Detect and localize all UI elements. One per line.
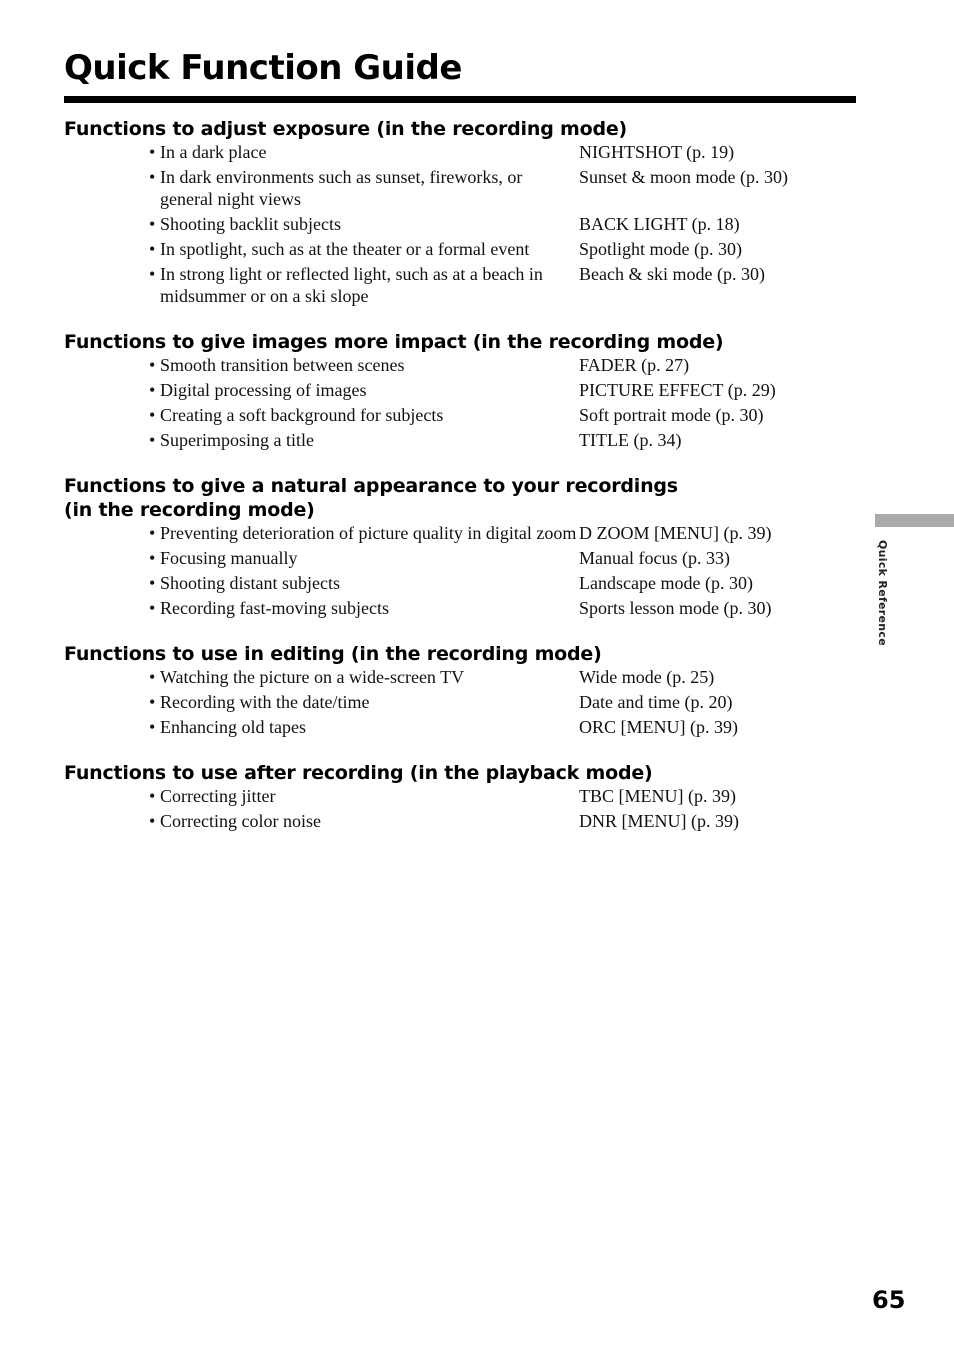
list-item bbox=[64, 213, 824, 238]
title-rule bbox=[64, 96, 856, 103]
function-description: • Shooting backlit subjects bbox=[149, 213, 579, 235]
list-item bbox=[64, 166, 824, 213]
list-item bbox=[64, 691, 824, 716]
function-reference: Date and time (p. 20) bbox=[579, 692, 733, 712]
function-description: • In a dark place bbox=[149, 141, 579, 163]
section-heading-line: Functions to give a natural appearance to your recordings bbox=[64, 475, 678, 497]
function-description: • Superimposing a title bbox=[149, 429, 579, 451]
function-reference: PICTURE EFFECT (p. 29) bbox=[579, 380, 776, 400]
function-reference: Spotlight mode (p. 30) bbox=[579, 239, 742, 259]
section-adjust-exposure bbox=[64, 117, 824, 310]
function-reference: D ZOOM [MENU] (p. 39) bbox=[579, 523, 772, 543]
function-reference: Sports lesson mode (p. 30) bbox=[579, 598, 772, 618]
function-description: • Watching the picture on a wide-screen TV bbox=[149, 666, 579, 688]
list-item bbox=[64, 404, 824, 429]
section-image-impact bbox=[64, 330, 824, 454]
function-reference: Manual focus (p. 33) bbox=[579, 548, 730, 568]
section-heading bbox=[64, 474, 824, 522]
list-item bbox=[64, 522, 824, 547]
list-item bbox=[64, 141, 824, 166]
list-item bbox=[64, 263, 824, 310]
function-reference: Wide mode (p. 25) bbox=[579, 667, 715, 687]
section-after-recording bbox=[64, 761, 824, 835]
list-item bbox=[64, 572, 824, 597]
function-description: • Preventing deterioration of picture quality in digital zoom bbox=[149, 522, 579, 544]
function-reference: NIGHTSHOT (p. 19) bbox=[579, 142, 735, 162]
function-reference: Soft portrait mode (p. 30) bbox=[579, 405, 764, 425]
section-heading-line: (in the recording mode) bbox=[64, 499, 315, 521]
function-reference: DNR [MENU] (p. 39) bbox=[579, 811, 739, 831]
function-description: • In spotlight, such as at the theater or a formal event bbox=[149, 238, 579, 260]
list-item bbox=[64, 379, 824, 404]
section-heading: Functions to give images more impact (in the recording mode) bbox=[64, 331, 724, 353]
list-item bbox=[64, 238, 824, 263]
list-item bbox=[64, 666, 824, 691]
function-description: • Creating a soft background for subjects bbox=[149, 404, 579, 426]
section-editing bbox=[64, 642, 824, 741]
guide-content bbox=[64, 117, 824, 855]
function-description: • Focusing manually bbox=[149, 547, 579, 569]
function-description: • Digital processing of images bbox=[149, 379, 579, 401]
side-section-label: Quick Reference bbox=[876, 540, 889, 646]
list-item bbox=[64, 547, 824, 572]
function-description: • In dark environments such as sunset, fireworks, or general night views bbox=[149, 166, 579, 210]
list-item bbox=[64, 597, 824, 622]
list-item bbox=[64, 429, 824, 454]
function-description: • Correcting jitter bbox=[149, 785, 579, 807]
section-natural-appearance bbox=[64, 474, 824, 622]
list-item bbox=[64, 785, 824, 810]
page-number: 65 bbox=[872, 1286, 906, 1314]
page-title: Quick Function Guide bbox=[64, 48, 462, 88]
function-reference: Landscape mode (p. 30) bbox=[579, 573, 753, 593]
function-description: • Enhancing old tapes bbox=[149, 716, 579, 738]
function-description: • Smooth transition between scenes bbox=[149, 354, 579, 376]
function-description: • In strong light or reflected light, such as at a beach in midsummer or on a ski slope bbox=[149, 263, 579, 307]
function-description: • Correcting color noise bbox=[149, 810, 579, 832]
function-reference: BACK LIGHT (p. 18) bbox=[579, 214, 740, 234]
function-reference: Beach & ski mode (p. 30) bbox=[579, 264, 765, 284]
function-description: • Recording with the date/time bbox=[149, 691, 579, 713]
list-item bbox=[64, 354, 824, 379]
function-description: • Shooting distant subjects bbox=[149, 572, 579, 594]
function-reference: TITLE (p. 34) bbox=[579, 430, 682, 450]
section-heading: Functions to use after recording (in the playback mode) bbox=[64, 762, 653, 784]
function-reference: TBC [MENU] (p. 39) bbox=[579, 786, 736, 806]
list-item bbox=[64, 810, 824, 835]
list-item bbox=[64, 716, 824, 741]
function-reference: Sunset & moon mode (p. 30) bbox=[579, 167, 788, 187]
section-heading: Functions to use in editing (in the recording mode) bbox=[64, 643, 602, 665]
function-description: • Recording fast-moving subjects bbox=[149, 597, 579, 619]
side-tab-marker bbox=[875, 514, 954, 527]
function-reference: FADER (p. 27) bbox=[579, 355, 690, 375]
function-reference: ORC [MENU] (p. 39) bbox=[579, 717, 738, 737]
section-heading: Functions to adjust exposure (in the recording mode) bbox=[64, 118, 628, 140]
